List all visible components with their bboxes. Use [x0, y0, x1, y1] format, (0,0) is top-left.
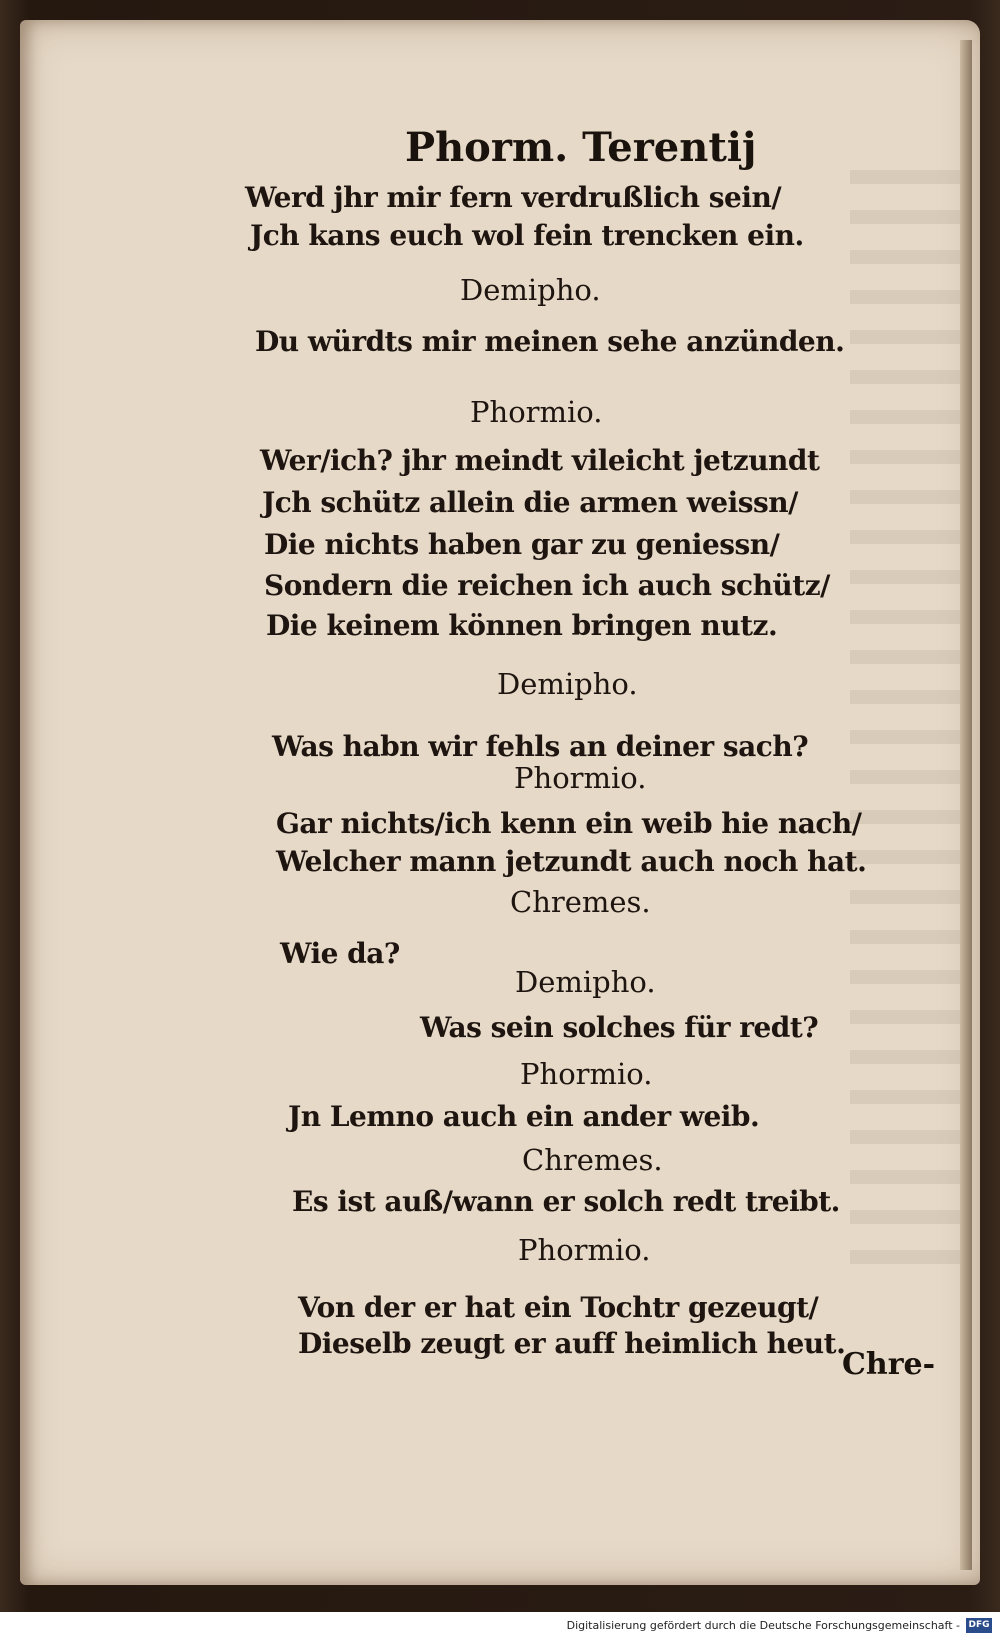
verse-line: Wie da?	[280, 937, 400, 970]
speaker-label: Phormio.	[514, 761, 647, 795]
speaker-label: Demipho.	[497, 667, 638, 701]
verse-line: Was sein solches für redt?	[420, 1011, 819, 1044]
footer-bar	[0, 1612, 1000, 1641]
verse-line: Es ist auß/wann er solch redt treibt.	[292, 1185, 840, 1218]
verse-line: Die nichts haben gar zu geniessn/	[264, 528, 780, 561]
verse-line: Jch kans euch wol fein trencken ein.	[250, 219, 804, 252]
verse-line: Dieselb zeugt er auff heimlich heut.	[298, 1327, 846, 1360]
speaker-label: Demipho.	[460, 273, 601, 307]
speaker-label: Chremes.	[510, 885, 651, 919]
speaker-label: Chremes.	[522, 1143, 663, 1177]
verse-line: Von der er hat ein Tochtr gezeugt/	[298, 1291, 819, 1324]
verse-line: Werd jhr mir fern verdrußlich sein/	[245, 181, 782, 214]
verse-line: Wer/ich? jhr meindt vileicht jetzundt	[260, 444, 820, 477]
verse-line: Sondern die reichen ich auch schütz/	[264, 569, 830, 602]
speaker-label: Phormio.	[518, 1233, 651, 1267]
page-edge	[960, 40, 972, 1570]
catchword: Chre-	[842, 1347, 936, 1382]
dfg-logo-icon: DFG	[966, 1618, 992, 1633]
verse-line: Welcher mann jetzundt auch noch hat.	[276, 845, 867, 878]
verse-line: Gar nichts/ich kenn ein weib hie nach/	[276, 807, 862, 840]
verse-line: Die keinem können bringen nutz.	[266, 609, 778, 642]
speaker-label: Phormio.	[470, 395, 603, 429]
speaker-label: Phormio.	[520, 1057, 653, 1091]
running-header: Phorm. Terentij	[405, 124, 757, 171]
verse-line: Was habn wir fehls an deiner sach?	[272, 730, 809, 763]
verse-line: Jn Lemno auch ein ander weib.	[288, 1100, 760, 1133]
funding-credit: Digitalisierung gefördert durch die Deutsche Forschungsgemeinschaft -	[566, 1619, 960, 1632]
verse-line: Du würdts mir meinen sehe anzünden.	[255, 325, 845, 358]
speaker-label: Demipho.	[515, 965, 656, 999]
verse-line: Jch schütz allein die armen weissn/	[262, 486, 798, 519]
show-through-text	[850, 170, 960, 1270]
